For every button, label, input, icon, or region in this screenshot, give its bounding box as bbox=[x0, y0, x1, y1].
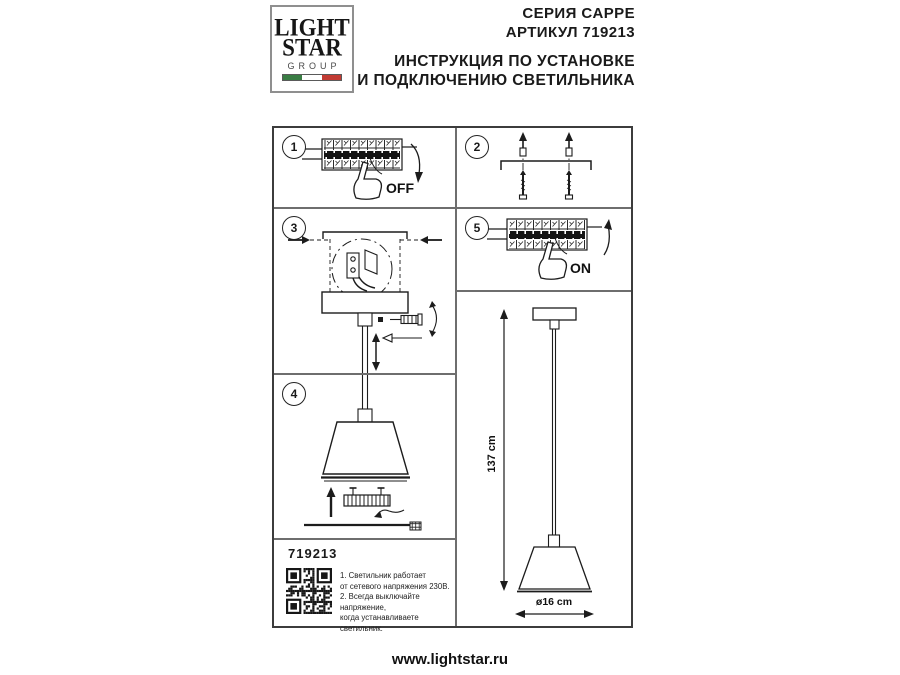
step-2-number: 2 bbox=[473, 140, 481, 154]
step-4-cell bbox=[274, 375, 455, 538]
step-2-badge bbox=[465, 135, 489, 159]
step-4-badge bbox=[282, 382, 306, 406]
note-line-2: от сетевого напряжения 230В. bbox=[340, 581, 450, 591]
instruction-panel bbox=[272, 126, 633, 633]
step-4-number: 4 bbox=[290, 387, 298, 401]
step-5-badge bbox=[465, 216, 489, 240]
on-label: ON bbox=[570, 260, 591, 276]
pendant-lamp-dimensions-illustration bbox=[457, 292, 631, 626]
qr-code bbox=[286, 568, 332, 614]
step-3-number: 3 bbox=[290, 221, 298, 235]
step-3-cell bbox=[274, 209, 455, 373]
note-line-4: когда устанавливаете светильник. bbox=[340, 613, 419, 633]
product-dimensions-cell bbox=[457, 292, 631, 626]
logo-word-star: STAR bbox=[282, 33, 342, 61]
height-dimension-label: 137 cm bbox=[486, 435, 498, 473]
title-line-2: И ПОДКЛЮЧЕНИЮ СВЕТИЛЬНИКА bbox=[357, 72, 635, 89]
step-1-cell bbox=[274, 128, 455, 207]
article-number: 719213 bbox=[288, 546, 338, 561]
notes-cell bbox=[274, 540, 455, 633]
step-2-cell bbox=[457, 128, 631, 207]
note-line-3: 2. Всегда выключайте напряжение, bbox=[340, 592, 420, 612]
diameter-dimension-label: ø16 cm bbox=[535, 596, 573, 608]
series-label: СЕРИЯ CAPPE bbox=[522, 5, 635, 22]
title-line-1: ИНСТРУКЦИЯ ПО УСТАНОВКЕ bbox=[394, 53, 635, 70]
step-5-cell bbox=[457, 209, 631, 290]
website-url: www.lightstar.ru bbox=[391, 651, 509, 668]
off-label: OFF bbox=[386, 180, 414, 196]
article-label: АРТИКУЛ 719213 bbox=[505, 24, 635, 41]
step-1-number: 1 bbox=[290, 140, 298, 154]
page-title bbox=[330, 52, 635, 90]
safety-notes bbox=[340, 571, 452, 634]
step-1-badge bbox=[282, 135, 306, 159]
series-article-block bbox=[330, 4, 635, 42]
logo-word-light: LIGHT bbox=[274, 13, 350, 41]
step-5-number: 5 bbox=[473, 221, 481, 235]
step-3-badge bbox=[282, 216, 306, 240]
note-line-1: 1. Светильник работает bbox=[340, 571, 426, 580]
logo-word-group: GROUP bbox=[287, 60, 341, 71]
